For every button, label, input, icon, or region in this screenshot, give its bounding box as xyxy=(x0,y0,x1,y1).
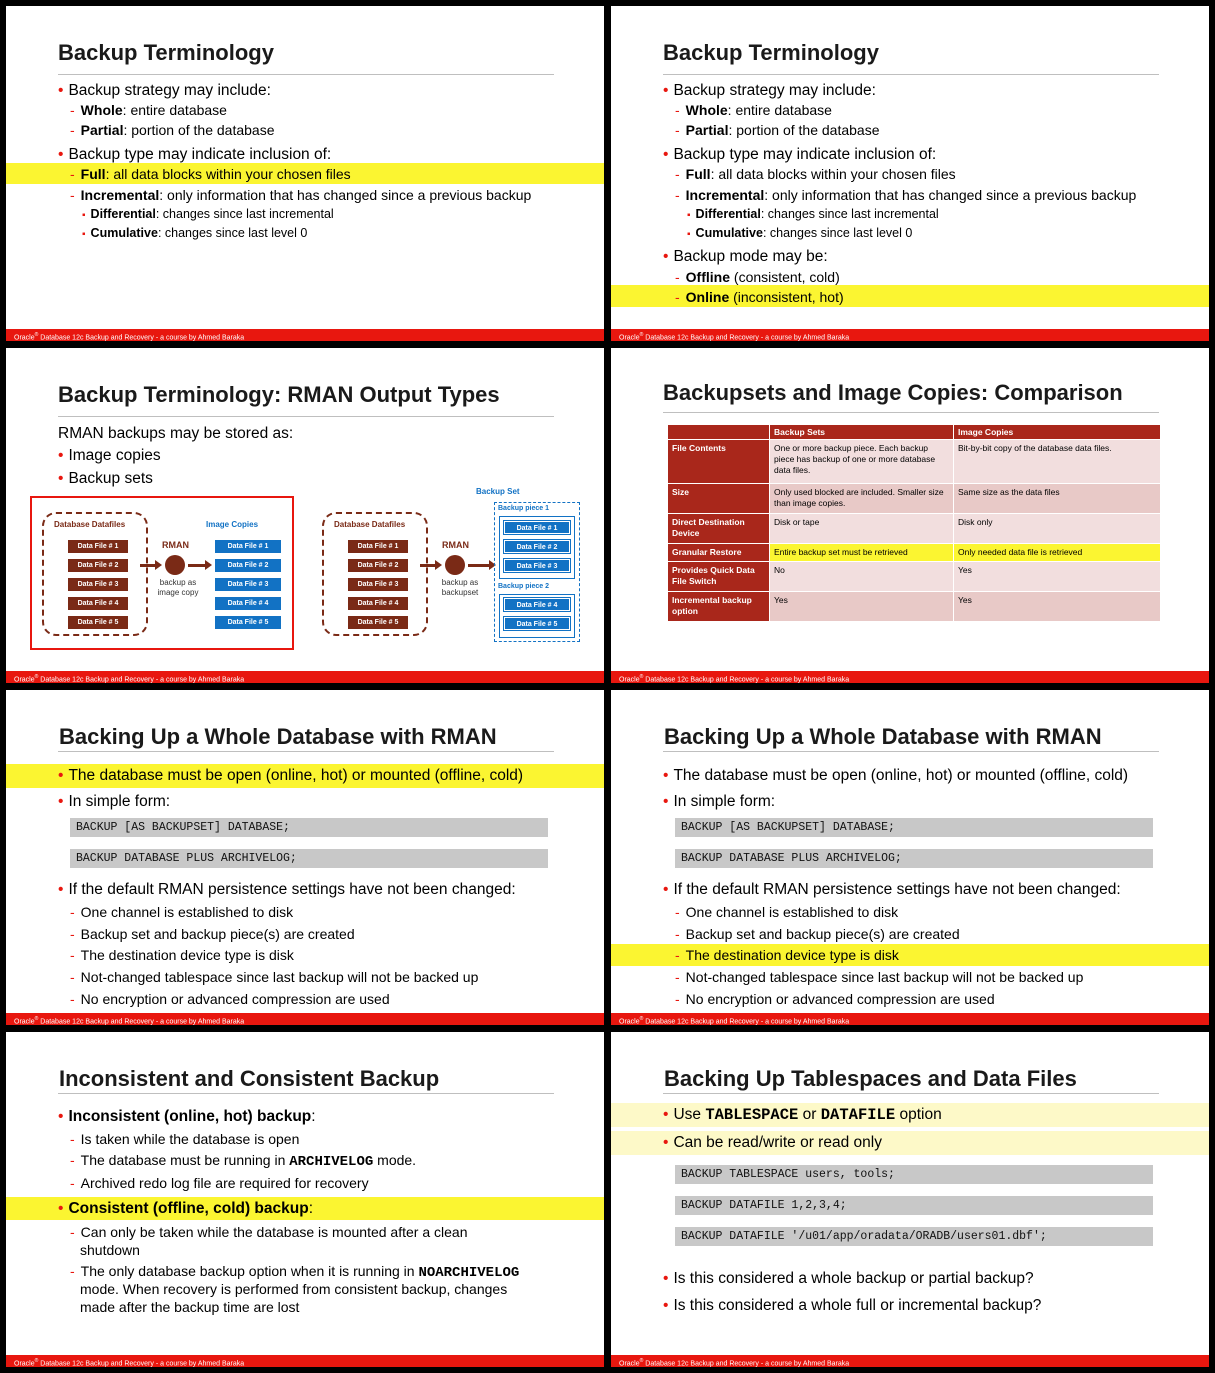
bullet: • Inconsistent (online, hot) backup: xyxy=(6,1108,604,1126)
bullet: • Is this considered a whole full or incremental backup? xyxy=(611,1297,1209,1315)
sub-bullet: - No encryption or advanced compression are used xyxy=(6,991,604,1007)
slide-title: Backupsets and Image Copies: Comparison xyxy=(663,380,1123,405)
slide-footer: Oracle® Database 12c Backup and Recovery - a course by Ahmed Baraka xyxy=(611,671,1209,683)
sub-bullet: - One channel is established to disk xyxy=(6,904,604,920)
table-header xyxy=(668,425,770,440)
bullet: • Image copies xyxy=(6,447,604,465)
row-header: Direct Destination Device xyxy=(668,514,770,544)
table-cell: Yes xyxy=(770,592,954,622)
rman-label: RMAN xyxy=(162,540,189,550)
image-copy-diagram xyxy=(30,496,294,650)
sub-bullet: - Incremental: only information that has changed since a previous backup xyxy=(611,187,1209,203)
code-block: BACKUP [AS BACKUPSET] DATABASE; xyxy=(675,818,1153,837)
bullet: • If the default RMAN persistence settings have not been changed: xyxy=(6,881,604,899)
sub-bullet: - Not-changed tablespace since last backup will not be backed up xyxy=(611,969,1209,985)
code-block: BACKUP DATABASE PLUS ARCHIVELOG; xyxy=(675,849,1153,868)
table-cell: Disk or tape xyxy=(770,514,954,544)
table-cell: Yes xyxy=(954,592,1161,622)
title-rule xyxy=(663,751,1159,752)
sub-bullet: - Is taken while the database is open xyxy=(6,1131,604,1147)
slide-whole-database-1 xyxy=(6,690,604,1025)
caption: backup as image copy xyxy=(157,578,199,597)
slide-tablespaces xyxy=(611,1032,1209,1367)
table-row xyxy=(668,592,1161,622)
table-row xyxy=(668,514,1161,544)
table-header: Backup Sets xyxy=(770,425,954,440)
bullet: • In simple form: xyxy=(6,793,604,811)
backup-piece-label: Backup piece 2 xyxy=(498,583,549,590)
backup-piece-label: Backup piece 1 xyxy=(498,505,549,512)
set-file: Data File # 3 xyxy=(504,559,570,572)
slide-comparison xyxy=(611,348,1209,683)
row-header: Provides Quick Data File Switch xyxy=(668,562,770,592)
sub-bullet: - Partial: portion of the database xyxy=(611,122,1209,138)
table-row xyxy=(668,440,1161,484)
table-cell: Bit-by-bit copy of the database data files. xyxy=(954,440,1161,484)
sub-bullet-highlighted: - Online (inconsistent, hot) xyxy=(611,285,1209,307)
sub-bullet-highlighted: - Full: all data blocks within your chosen files xyxy=(6,163,604,184)
data-file: Data File # 3 xyxy=(348,578,408,591)
sub-bullet: - Offline (consistent, cold) xyxy=(611,269,1209,285)
image-file: Data File # 4 xyxy=(215,597,281,610)
title-rule xyxy=(663,412,1159,413)
caption: backup as backupset xyxy=(441,578,479,597)
sub-bullet: - Whole: entire database xyxy=(6,102,604,118)
arrow-icon xyxy=(140,564,156,567)
rman-label: RMAN xyxy=(442,540,469,550)
sub-bullet: - Archived redo log file are required for recovery xyxy=(6,1175,604,1191)
data-file: Data File # 2 xyxy=(68,559,128,572)
sub-bullet: - Can only be taken while the database is mounted after a clean xyxy=(6,1224,604,1240)
rman-node-icon xyxy=(445,555,465,575)
bullet: • In simple form: xyxy=(611,793,1209,811)
image-file: Data File # 1 xyxy=(215,540,281,553)
sub-bullet: - The destination device type is disk xyxy=(6,947,604,963)
sub-bullet: - No encryption or advanced compression are used xyxy=(611,991,1209,1007)
sub-sub-bullet: ▪ Cumulative: changes since last level 0 xyxy=(6,226,604,240)
data-file: Data File # 3 xyxy=(68,578,128,591)
slide-footer: Oracle® Database 12c Backup and Recovery - a course by Ahmed Baraka xyxy=(611,1355,1209,1367)
slide-rman-output-types xyxy=(6,348,604,683)
title-rule xyxy=(58,751,554,752)
slide-title: Backup Terminology xyxy=(58,40,274,65)
set-file: Data File # 4 xyxy=(504,598,570,611)
set-file: Data File # 2 xyxy=(504,540,570,553)
bullet: • If the default RMAN persistence settings have not been changed: xyxy=(611,881,1209,899)
sub-bullet-highlighted: - The destination device type is disk xyxy=(611,944,1209,966)
sub-bullet: - Not-changed tablespace since last backup will not be backed up xyxy=(6,969,604,985)
image-file: Data File # 3 xyxy=(215,578,281,591)
table-cell: No xyxy=(770,562,954,592)
data-file: Data File # 4 xyxy=(68,597,128,610)
sub-sub-bullet: ▪ Cumulative: changes since last level 0 xyxy=(611,226,1209,240)
sub-bullet: - Whole: entire database xyxy=(611,102,1209,118)
datafiles-label: Database Datafiles xyxy=(334,520,406,529)
arrow-icon xyxy=(188,564,206,567)
bullet-highlighted: • Use TABLESPACE or DATAFILE option xyxy=(611,1103,1209,1127)
row-header: Size xyxy=(668,484,770,514)
title-rule xyxy=(58,74,554,75)
bullet: • The database must be open (online, hot) or mounted (offline, cold) xyxy=(611,767,1209,785)
set-file: Data File # 5 xyxy=(504,617,570,630)
slide-title: Backup Terminology xyxy=(663,40,879,65)
sub-bullet-continued: made after the backup time are lost xyxy=(80,1299,300,1315)
image-file: Data File # 2 xyxy=(215,559,281,572)
sub-sub-bullet: ▪ Differential: changes since last incremental xyxy=(611,207,1209,221)
data-file: Data File # 4 xyxy=(348,597,408,610)
code-block: BACKUP DATAFILE '/u01/app/oradata/ORADB/users01.dbf'; xyxy=(675,1227,1153,1246)
table-cell: Same size as the data files xyxy=(954,484,1161,514)
sub-bullet-continued: shutdown xyxy=(80,1242,140,1258)
data-file: Data File # 5 xyxy=(348,616,408,629)
row-header: File Contents xyxy=(668,440,770,484)
table-header-row xyxy=(668,425,1161,440)
code-block: BACKUP TABLESPACE users, tools; xyxy=(675,1165,1153,1184)
slide-footer: Oracle® Database 12c Backup and Recovery - a course by Ahmed Baraka xyxy=(6,1013,604,1025)
bullet: • Backup sets xyxy=(6,470,604,488)
title-rule xyxy=(663,1093,1159,1094)
table-header: Image Copies xyxy=(954,425,1161,440)
sub-sub-bullet: ▪ Differential: changes since last incremental xyxy=(6,207,604,221)
bullet: • Backup strategy may include: xyxy=(6,82,604,100)
slide-whole-database-2 xyxy=(611,690,1209,1025)
table-row-highlighted xyxy=(668,544,1161,562)
slide-footer: Oracle® Database 12c Backup and Recovery - a course by Ahmed Baraka xyxy=(6,671,604,683)
datafiles-label: Database Datafiles xyxy=(54,520,126,529)
code-block: BACKUP [AS BACKUPSET] DATABASE; xyxy=(70,818,548,837)
sub-bullet: - Incremental: only information that has changed since a previous backup xyxy=(6,187,604,203)
slide-footer: Oracle® Database 12c Backup and Recovery - a course by Ahmed Baraka xyxy=(611,1013,1209,1025)
slide-footer: Oracle® Database 12c Backup and Recovery - a course by Ahmed Baraka xyxy=(611,329,1209,341)
sub-bullet: - Partial: portion of the database xyxy=(6,122,604,138)
data-file: Data File # 2 xyxy=(348,559,408,572)
bullet-highlighted: • The database must be open (online, hot) or mounted (offline, cold) xyxy=(6,764,604,788)
code-block: BACKUP DATAFILE 1,2,3,4; xyxy=(675,1196,1153,1215)
table-row xyxy=(668,562,1161,592)
bullet: • Backup type may indicate inclusion of: xyxy=(6,146,604,164)
bullet: • Backup mode may be: xyxy=(611,248,1209,266)
title-rule xyxy=(663,74,1159,75)
row-header: Granular Restore xyxy=(668,544,770,562)
table-cell: Entire backup set must be retrieved xyxy=(770,544,954,562)
table-cell: Only needed data file is retrieved xyxy=(954,544,1161,562)
bullet: • Backup type may indicate inclusion of: xyxy=(611,146,1209,164)
sub-bullet: - Backup set and backup piece(s) are created xyxy=(611,926,1209,942)
intro-text: RMAN backups may be stored as: xyxy=(58,425,294,442)
slide-backup-terminology-2 xyxy=(611,6,1209,341)
image-copies-label: Image Copies xyxy=(206,520,259,529)
title-rule xyxy=(58,1093,554,1094)
arrow-icon xyxy=(468,564,490,567)
sub-bullet: - Full: all data blocks within your chosen files xyxy=(611,166,1209,182)
bullet-highlighted: • Consistent (offline, cold) backup: xyxy=(6,1197,604,1220)
sub-bullet: - The database must be running in ARCHIVELOG mode. xyxy=(6,1152,604,1170)
table-cell: One or more backup piece. Each backup piece has backup of one or more database data files. xyxy=(770,440,954,484)
bullet-highlighted: • Can be read/write or read only xyxy=(611,1131,1209,1155)
data-file: Data File # 1 xyxy=(348,540,408,553)
slide-footer: Oracle® Database 12c Backup and Recovery - a course by Ahmed Baraka xyxy=(6,1355,604,1367)
sub-bullet: - Backup set and backup piece(s) are created xyxy=(6,926,604,942)
slide-footer: Oracle® Database 12c Backup and Recovery - a course by Ahmed Baraka xyxy=(6,329,604,341)
comparison-table xyxy=(667,424,1161,622)
set-file: Data File # 1 xyxy=(504,521,570,534)
table-row xyxy=(668,484,1161,514)
data-file: Data File # 5 xyxy=(68,616,128,629)
sub-bullet: - The only database backup option when it is running in NOARCHIVELOG xyxy=(6,1263,604,1281)
slide-title: Backing Up a Whole Database with RMAN xyxy=(59,724,497,749)
image-file: Data File # 5 xyxy=(215,616,281,629)
slide-title: Backing Up Tablespaces and Data Files xyxy=(664,1066,1077,1091)
bullet: • Is this considered a whole backup or partial backup? xyxy=(611,1270,1209,1288)
row-header: Incremental backup option xyxy=(668,592,770,622)
bullet: • Backup strategy may include: xyxy=(611,82,1209,100)
backup-set-diagram xyxy=(312,482,592,652)
slide-title: Backing Up a Whole Database with RMAN xyxy=(664,724,1102,749)
backup-set-label: Backup Set xyxy=(476,487,520,496)
sub-bullet: - One channel is established to disk xyxy=(611,904,1209,920)
sub-bullet-continued: mode. When recovery is performed from consistent backup, changes xyxy=(80,1281,508,1297)
table-cell: Yes xyxy=(954,562,1161,592)
code-block: BACKUP DATABASE PLUS ARCHIVELOG; xyxy=(70,849,548,868)
table-cell: Disk only xyxy=(954,514,1161,544)
title-rule xyxy=(58,416,554,417)
slide-title: Inconsistent and Consistent Backup xyxy=(59,1066,440,1091)
table-cell: Only used blocked are included. Smaller size than image copies. xyxy=(770,484,954,514)
slide-title: Backup Terminology: RMAN Output Types xyxy=(58,382,500,407)
rman-node-icon xyxy=(165,555,185,575)
slide-backup-terminology-1 xyxy=(6,6,604,341)
data-file: Data File # 1 xyxy=(68,540,128,553)
arrow-icon xyxy=(420,564,436,567)
slide-consistent-backup xyxy=(6,1032,604,1367)
